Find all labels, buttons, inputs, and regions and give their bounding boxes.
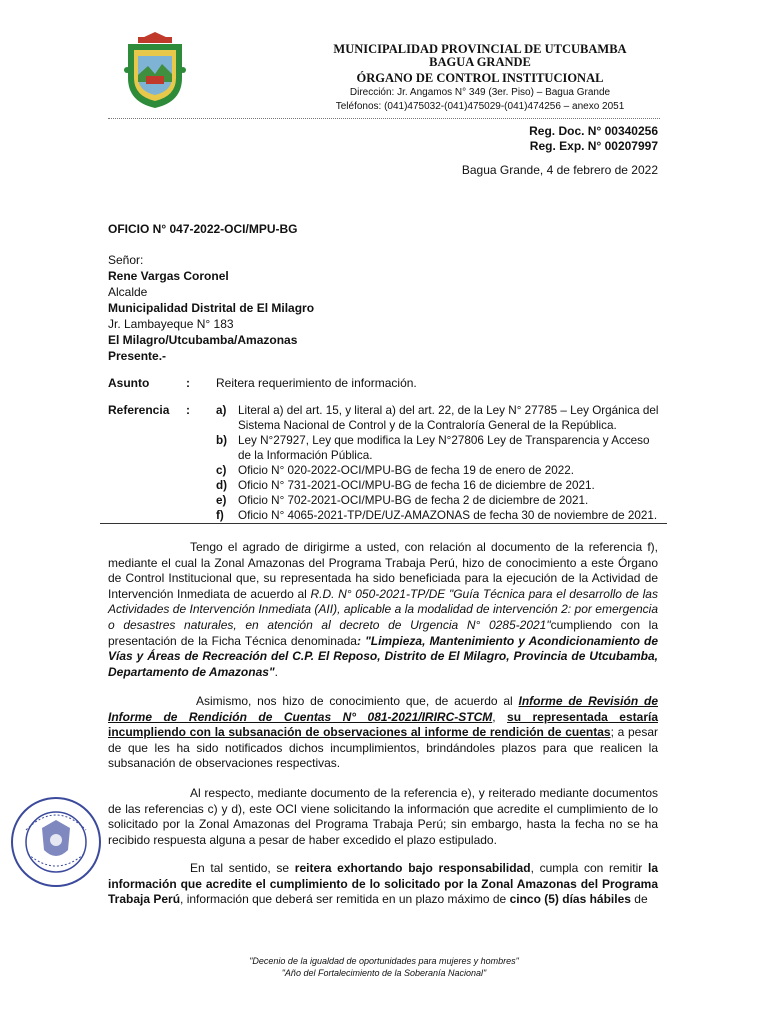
reference-item xyxy=(216,493,662,508)
p2-comma: , xyxy=(492,709,508,724)
addressee-street: Jr. Lambayeque N° 183 xyxy=(108,317,234,331)
reference-text: Oficio N° 020-2022-OCI/MPU-BG de fecha 19 de enero de 2022. xyxy=(238,464,575,477)
reference-item xyxy=(216,433,662,463)
reference-key: f) xyxy=(216,509,224,522)
reference-item xyxy=(216,463,662,478)
p2-informe-title: Informe de Revisión de Informe de Rendición de Cuentas N° 081-2021/IRIRC-STCM xyxy=(108,694,658,724)
paragraph-4 xyxy=(108,861,658,908)
p2-incumplimiento: su representada estaría incumpliendo con la subsanación de observaciones al informe de rendición de cuentas xyxy=(108,709,659,740)
p3-text: Al respecto, mediante documento de la referencia e), y reiterado mediante documentos de las referencias c) y d), este OCI viene solicitando la información que acredite el cumplimiento de lo solicitado por la Zonal Amazonas del Programa Trabaja Perú; sin embargo, hasta la fecha no se ha recibido respuesta alguna a pesar de haber excedido el plazo estipulado. xyxy=(108,786,658,847)
oficio-number: OFICIO N° 047-2022-OCI/MPU-BG xyxy=(108,222,298,236)
reference-item xyxy=(216,508,662,523)
reference-item xyxy=(216,478,662,493)
reference-text: Oficio N° 702-2021-OCI/MPU-BG de fecha 2 de diciembre de 2021. xyxy=(238,494,589,507)
paragraph-3 xyxy=(108,786,658,848)
addressee-city: El Milagro/Utcubamba/Amazonas xyxy=(108,333,298,347)
reference-text: Ley N°27927, Ley que modifica la Ley N°27806 Ley de Transparencia y Acceso de la Información Pública. xyxy=(238,434,650,462)
addressee-entity: Municipalidad Distrital de El Milagro xyxy=(108,301,315,315)
p4-text-4: de xyxy=(630,892,648,907)
reference-divider xyxy=(100,523,667,524)
reference-text: Literal a) del art. 15, y literal a) del art. 22, de la Ley N° 27785 – Ley Orgánica del Sistema Nacional de Control y de la Contraloría General de la República. xyxy=(238,404,659,432)
municipality-crest-logo xyxy=(124,30,186,110)
p4-text-2: , cumpla con remitir xyxy=(530,861,648,875)
reg-exp: Reg. Exp. N° 00207997 xyxy=(529,139,658,153)
reference-text: Oficio N° 4065-2021-TP/DE/UZ-AMAZONAS de fecha 30 de noviembre de 2021. xyxy=(238,509,658,522)
footer-line-1: "Decenio de la igualdad de oportunidades para mujeres y hombres" xyxy=(249,956,519,966)
header-address: Dirección: Jr. Angamos N° 349 (3er. Piso) – Bagua Grande xyxy=(349,87,611,98)
addressee-block xyxy=(108,252,314,364)
header-line-2: BAGUA GRANDE xyxy=(429,55,531,69)
asunto-colon: : xyxy=(186,376,190,390)
reference-list xyxy=(216,403,662,523)
header-phones: Teléfonos: (041)475032-(041)475029-(041)474256 – anexo 2051 xyxy=(335,101,625,112)
referencia-label: Referencia xyxy=(108,403,170,417)
reference-item xyxy=(216,403,662,433)
header-line-3: ÓRGANO DE CONTROL INSTITUCIONAL xyxy=(356,71,604,85)
addressee-role: Alcalde xyxy=(108,285,148,299)
reference-key: d) xyxy=(216,479,228,492)
official-seal-stamp xyxy=(8,794,104,890)
presente: Presente.- xyxy=(108,349,167,363)
p4-bold-3: cinco (5) días hábiles xyxy=(509,892,631,907)
paragraph-1 xyxy=(108,540,658,680)
p4-text-3: , información que deberá ser remitida en un plazo máximo de xyxy=(180,892,510,907)
p1-text-2: cumpliendo con la presentación de la Ficha Técnica denominada xyxy=(108,617,658,648)
reference-text: Oficio N° 731-2021-OCI/MPU-BG de fecha 16 de diciembre de 2021. xyxy=(238,479,595,492)
p4-text: En tal sentido, se xyxy=(190,861,295,875)
p1-end: . xyxy=(274,664,278,679)
p4-bold-2: la información que acredite el cumplimiento de lo solicitado por la Zonal Amazonas del Programa Trabaja Perú xyxy=(108,861,658,907)
p2-text: Asimismo, nos hizo de conocimiento que, de acuerdo al xyxy=(196,694,519,708)
reference-key: a) xyxy=(216,404,227,417)
letter-date: Bagua Grande, 4 de febrero de 2022 xyxy=(461,163,658,177)
asunto-text: Reitera requerimiento de información. xyxy=(216,376,417,390)
referencia-colon: : xyxy=(186,403,190,417)
header-line-1: MUNICIPALIDAD PROVINCIAL DE UTCUBAMBA xyxy=(333,42,627,56)
p1-reference-italic: R.D. N° 050-2021-TP/DE "Guía Técnica para el desarrollo de las Actividades de Intervención Inmediata (AII), aplicable a la modalidad de intervención 2: por emergencia o desastres naturales, en atención al decreto de Urgencia N° 0285-2021" xyxy=(108,586,658,632)
paragraph-2 xyxy=(108,694,658,772)
p1-ficha-title: : "Limpieza, Mantenimiento y Acondicionamiento de Vías y Áreas de Recreación del C.P. El Reposo, Distrito de El Milagro, Provincia de Utcubamba, Departamento de Amazonas" xyxy=(108,633,658,679)
salutation: Señor: xyxy=(108,253,144,267)
footer-line-2: "Año del Fortalecimiento de la Soberanía Nacional" xyxy=(281,968,487,978)
reference-key: c) xyxy=(216,464,227,477)
reference-key: b) xyxy=(216,434,228,447)
reference-key: e) xyxy=(216,494,227,507)
asunto-label: Asunto xyxy=(108,376,150,390)
p2-text-2: ; a pesar de que les ha sido notificados dichos incumplimientos, brindándoles plazos para que realicen la subsanación de observaciones respectivas. xyxy=(108,725,658,771)
reg-doc: Reg. Doc. N° 00340256 xyxy=(529,124,658,138)
p4-bold-1: reitera exhortando bajo responsabilidad xyxy=(294,861,531,875)
addressee-name: Rene Vargas Coronel xyxy=(108,269,229,283)
p1-text: Tengo el agrado de dirigirme a usted, con relación al documento de la referencia f), mediante el cual la Zonal Amazonas del Programa Trabaja Perú, hizo de conocimiento a este Órgano de Control Institucional que, su representada ha sido beneficiada para la ejecución de la Actividad de Intervención Inmediata de acuerdo al xyxy=(108,540,658,601)
header-divider xyxy=(108,118,660,119)
